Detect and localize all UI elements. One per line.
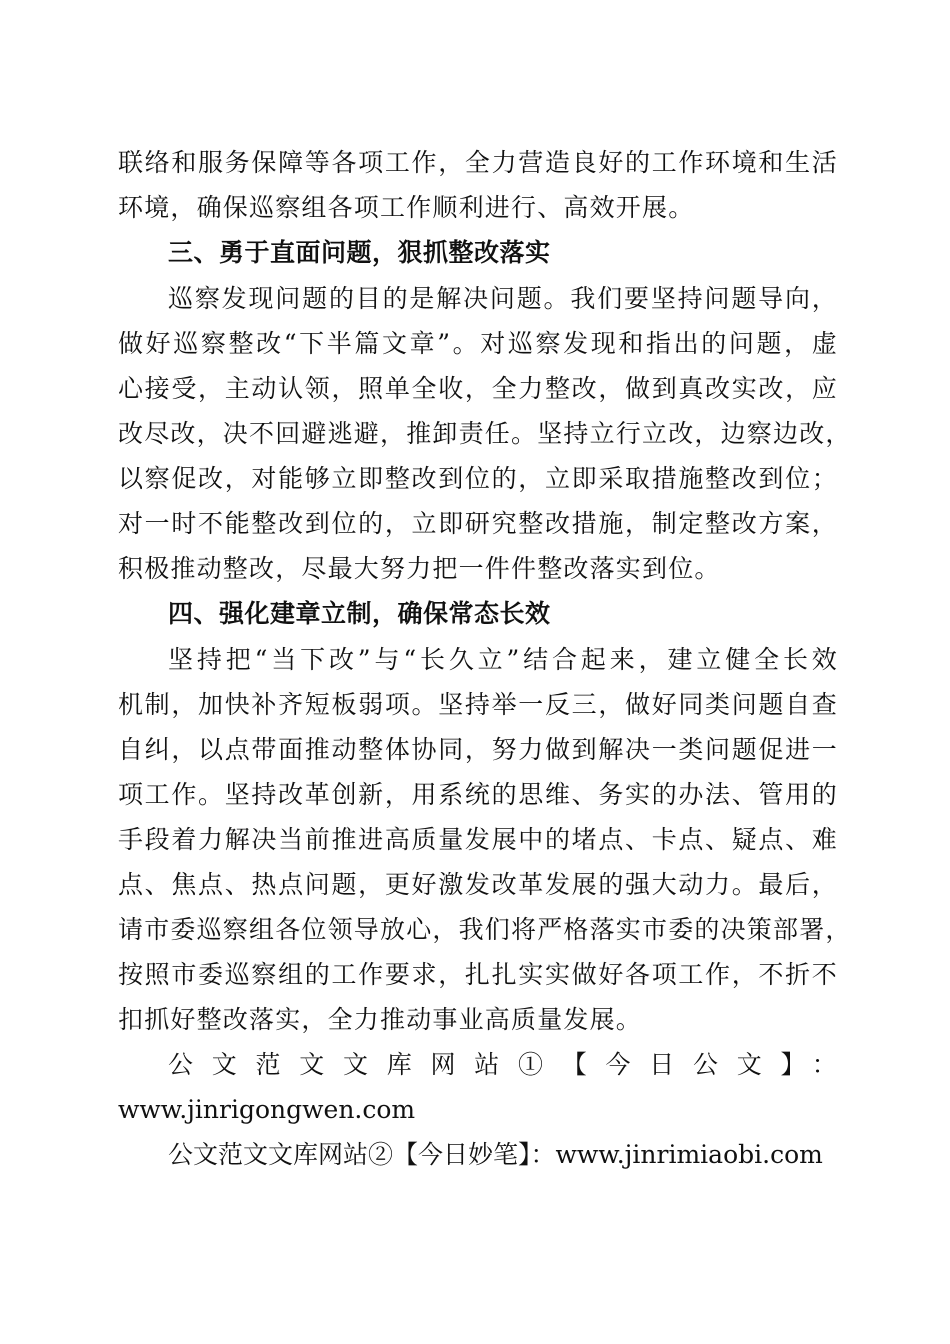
paragraph-line: 请市委巡察组各位领导放心，我们将严格落实市委的决策部署， <box>118 915 852 944</box>
paragraph-line: 联络和服务保障等各项工作，全力营造良好的工作环境和生活 <box>118 148 838 177</box>
paragraph-line: 机制，加快补齐短板弱项。坚持举一反三，做好同类问题自查 <box>118 690 838 719</box>
website-line-1: 公文范文文库网站①【今日公文】： <box>168 1050 838 1079</box>
section-heading-4: 四、强化建章立制，确保常态长效 <box>168 599 551 628</box>
paragraph-line: 按照市委巡察组的工作要求，扎扎实实做好各项工作，不折不 <box>118 960 838 989</box>
paragraph-line: 做好巡察整改“下半篇文章”。对巡察发现和指出的问题，虚 <box>118 329 838 358</box>
paragraph-line: 点、焦点、热点问题，更好激发改革发展的强大动力。最后， <box>118 870 838 899</box>
paragraph-line: 项工作。坚持改革创新，用系统的思维、务实的办法、管用的 <box>118 780 838 809</box>
paragraph-line: 改尽改，决不回避逃避，推卸责任。坚持立行立改，边察边改， <box>118 419 852 448</box>
paragraph-line: 以察促改，对能够立即整改到位的，立即采取措施整改到位； <box>118 464 838 493</box>
website-line-2: 公文范文文库网站②【今日妙笔】：www.jinrimiaobi.com <box>168 1140 823 1169</box>
paragraph-line: 手段着力解决当前推进高质量发展中的堵点、卡点、疑点、难 <box>118 825 838 854</box>
paragraph-line: 巡察发现问题的目的是解决问题。我们要坚持问题导向， <box>168 284 838 313</box>
paragraph-line: 扣抓好整改落实，全力推动事业高质量发展。 <box>118 1005 643 1034</box>
paragraph-line: 环境，确保巡察组各项工作顺利进行、高效开展。 <box>118 193 695 222</box>
website-url-1: www.jinrigongwen.com <box>118 1095 416 1124</box>
section-heading-3: 三、勇于直面问题，狠抓整改落实 <box>168 238 551 267</box>
paragraph-line: 坚持把“当下改”与“长久立”结合起来，建立健全长效 <box>168 645 838 674</box>
paragraph-line: 对一时不能整改到位的，立即研究整改措施，制定整改方案， <box>118 509 838 538</box>
paragraph-line: 积极推动整改，尽最大努力把一件件整改落实到位。 <box>118 554 721 583</box>
paragraph-line: 自纠，以点带面推动整体协同，努力做到解决一类问题促进一 <box>118 735 838 764</box>
paragraph-line: 心接受，主动认领，照单全收，全力整改，做到真改实改，应 <box>118 374 838 403</box>
